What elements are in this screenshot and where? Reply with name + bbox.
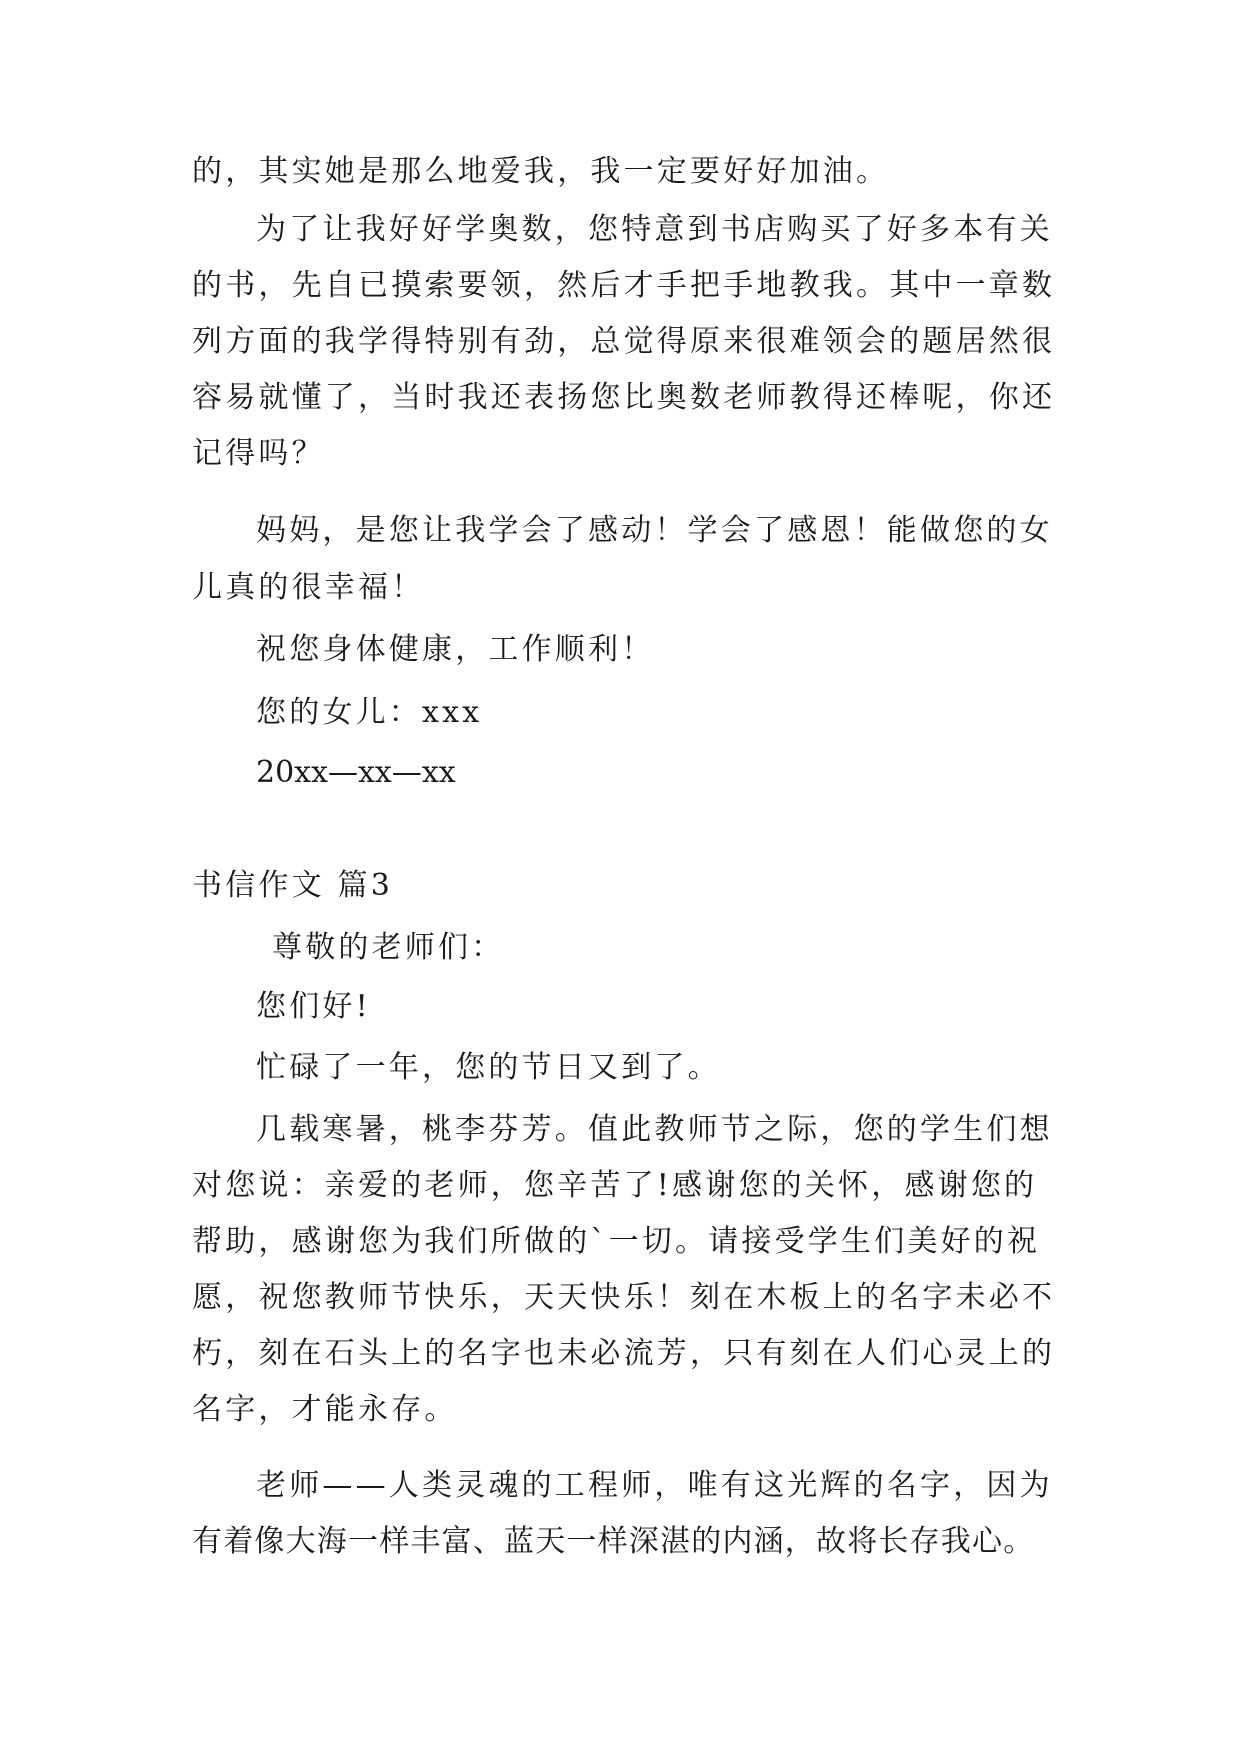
text-line: 儿真的很幸福！ — [192, 570, 425, 605]
text-line: 有着像大海一样丰富、蓝天一样深湛的内涵，故将长存我心。 — [192, 1524, 1035, 1559]
paragraph-line: 几载寒暑，桃李芬芳。值此教师节之际，您的学生们想 — [256, 1112, 1053, 1147]
text-line: 朽，刻在石头上的名字也未必流芳，只有刻在人们心灵上的 — [192, 1336, 1056, 1371]
text-line: 帮助，感谢您为我们所做的`一切。请接受学生们美好的祝 — [192, 1224, 1041, 1259]
paragraph-line: 老师——人类灵魂的工程师，唯有这光辉的名字，因为 — [256, 1468, 1053, 1503]
greeting-line: 您们好! — [256, 989, 371, 1024]
text-line: 的书，先自已摸索要领，然后才手把手地教我。其中一章数 — [192, 268, 1056, 303]
text-line: 名字，才能永存。 — [192, 1392, 458, 1427]
closing-wish: 祝您身体健康，工作顺利！ — [256, 632, 655, 667]
text-line: 记得吗？ — [192, 436, 325, 471]
text-line: 列方面的我学得特别有劲，总觉得原来很难领会的题居然很 — [192, 324, 1056, 359]
text-line: 的，其实她是那么地爱我，我一定要好好加油。 — [192, 154, 890, 189]
date-line: 20xx—xx—xx — [256, 755, 456, 790]
text-line: 愿，祝您教师节快乐，天天快乐！刻在木板上的名字未必不 — [192, 1280, 1056, 1315]
section-heading: 书信作文 篇3 — [192, 868, 394, 903]
paragraph-line: 妈妈，是您让我学会了感动！学会了感恩！能做您的女 — [256, 513, 1053, 548]
text-line: 容易就懂了，当时我还表扬您比奥数老师教得还棒呢，你还 — [192, 380, 1056, 415]
paragraph-line: 忙碌了一年，您的节日又到了。 — [256, 1050, 721, 1085]
paragraph-line: 为了让我好好学奥数，您特意到书店购买了好多本有关 — [256, 212, 1053, 247]
signature-line: 您的女儿：xxx — [256, 695, 483, 730]
salutation-line: 尊敬的老师们： — [272, 930, 505, 965]
text-line: 对您说：亲爱的老师，您辛苦了!感谢您的关怀，感谢您的 — [192, 1168, 1038, 1203]
